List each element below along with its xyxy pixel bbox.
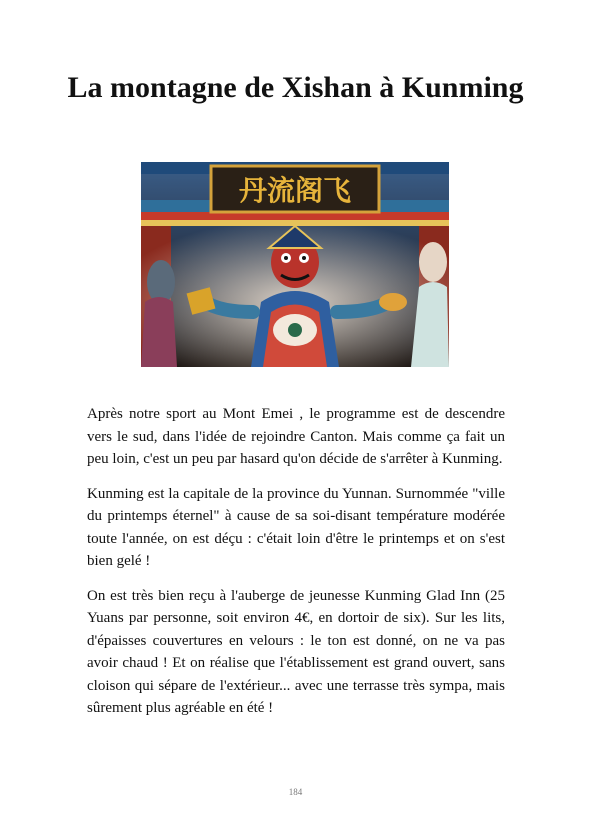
temple-guardian-photo (141, 162, 449, 367)
paragraph: Kunming est la capitale de la province du Yunnan. Surnommée "ville du printemps éternel" à cause de sa soi-disant température modérée toute l'année, on est déçu : c'était loin d'être le printemps et on s'est bien gelé ! (87, 485, 505, 569)
article-body (87, 403, 505, 732)
paragraph: Après notre sport au Mont Emei , le programme est de descendre vers le sud, dans l'idée de rejoindre Canton. Mais comme ça fait un peu loin, c'est un peu par hasard qu'on décide de s'arrêter à Kunming. (87, 406, 505, 467)
page-number: 184 (288, 787, 303, 797)
paragraph: On est très bien reçu à l'auberge de jeunesse Kunming Glad Inn (25 Yuans par personne, soit environ 4€, en dortoir de six). Sur les lits, d'épaisses couvertures en velours : le ton est donné, on ne va pas avoir chaud ! Et on réalise que l'établissement est grand ouvert, sans cloison qui sépare de l'extérieur... avec une terrasse très sympa, mais sûrement plus agréable en été ! (87, 587, 505, 716)
page-title: La montagne de Xishan à Kunming (67, 71, 524, 104)
sign-board-text: 丹流阁飞 (238, 174, 352, 207)
